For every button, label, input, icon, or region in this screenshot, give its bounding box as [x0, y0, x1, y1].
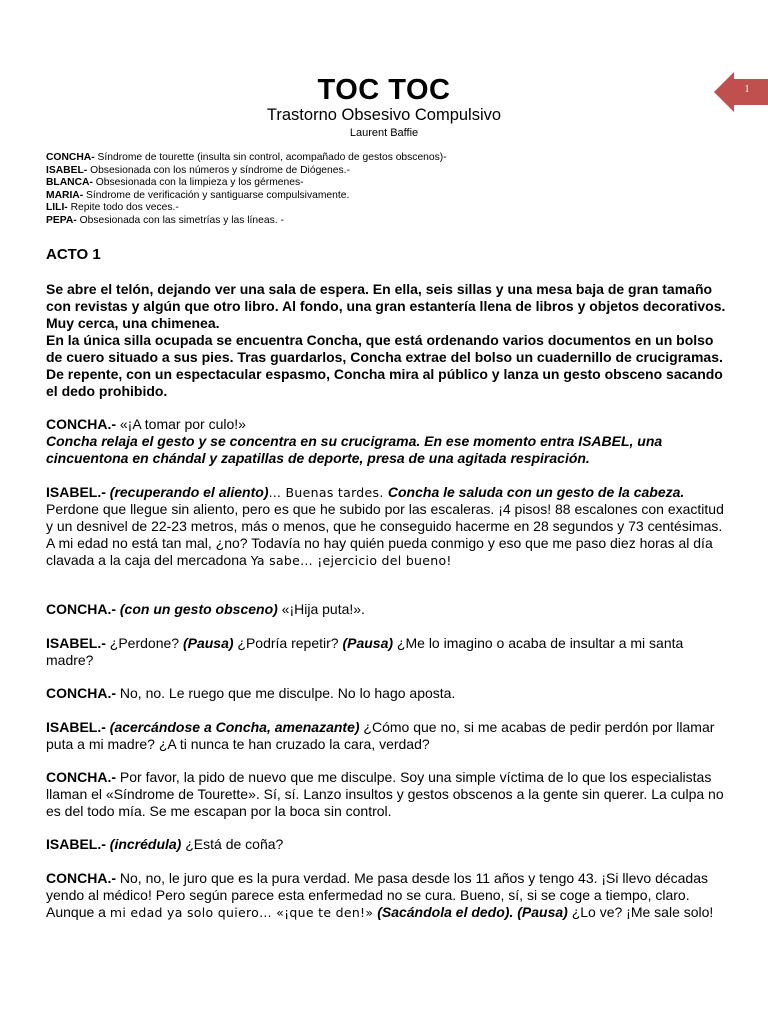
- line-text: Por favor, la pido de nuevo que me disculpe. Soy una simple víctima de lo que los especialistas llaman el «Síndrome de Tourette». Sí, sí. Lanzo insultos y gestos obscenos a la gente sin querer. La culpa no es del todo mía. Se me escapan por la boca sin control.: [46, 769, 724, 819]
- cast-name: PEPA-: [46, 214, 77, 226]
- line-text: ¿Está de coña?: [181, 836, 284, 852]
- cast-item: [46, 190, 726, 203]
- line-text: ¿Me lo imagino o acaba de insultar a mi santa madre?: [46, 635, 684, 668]
- line-text: ¿Podría repetir?: [233, 635, 343, 651]
- dialogue-line: [46, 685, 726, 702]
- cast-item: [46, 165, 726, 178]
- document-title: TOC TOC: [317, 74, 451, 106]
- stage-direction: (incrédula): [109, 836, 182, 852]
- speaker-name: ISABEL.-: [46, 719, 106, 735]
- dialogue-line: [46, 601, 726, 618]
- cast-description: Síndrome de verificación y santiguarse compulsivamente.: [83, 189, 350, 201]
- dialogue-line: [46, 484, 726, 569]
- cast-list: [46, 152, 726, 228]
- line-text: ¿Perdone?: [105, 635, 183, 651]
- stage-direction: Concha le saluda con un gesto de la cabeza.: [387, 484, 685, 500]
- page-number: 1: [744, 84, 750, 95]
- cast-description: Repite todo dos veces.-: [67, 202, 179, 214]
- line-text: .: [509, 904, 518, 920]
- line-text: … Buenas tardes.: [268, 485, 388, 500]
- line-text: Perdone que llegue sin aliento, pero es que he subido por las escaleras. ¡4 pisos! 88 escalones con exactitud y un desnivel de 22-23 metros, más o menos, que he conseguido hacerme en 28 segundos y 73 centésimas. A mi edad no está tan mal, ¿no? Todavía no hay quién pueda conmigo y eso que me paso diez horas al día clavada a la caja del mercadona: [46, 501, 724, 568]
- cast-description: Síndrome de tourette (insulta sin control, acompañado de gestos obscenos)-: [94, 152, 447, 163]
- cast-item: [46, 177, 726, 190]
- dialogue-line: [46, 836, 726, 853]
- dialogue-line: [46, 769, 726, 820]
- stage-direction: (con un gesto obsceno): [119, 601, 278, 617]
- stage-direction: (Pausa): [342, 635, 394, 651]
- cast-item: [46, 215, 726, 228]
- line-text: «¡A tomar por culo!»: [116, 416, 246, 432]
- cast-item: [46, 152, 726, 165]
- stage-direction: [46, 281, 726, 400]
- document-subtitle: Trastorno Obsesivo Compulsivo: [266, 106, 502, 124]
- cast-item: [46, 202, 726, 215]
- stage-paragraph: En la única silla ocupada se encuentra Concha, que está ordenando varios documentos en un bolso de cuero situado a sus pies. Tras guardarlos, Concha extrae del bolso un cuadernillo de crucigramas. De repente, con un espectacular espasmo, Concha mira al público y lanza un gesto obsceno sacando el dedo prohibido.: [46, 332, 723, 399]
- line-text: ¿Lo ve? ¡Me sale solo!: [567, 904, 714, 920]
- line-text: No, no. Le ruego que me disculpe. No lo hago aposta.: [116, 685, 456, 701]
- speaker-name: CONCHA.-: [46, 601, 116, 617]
- document-author: Laurent Baffie: [349, 127, 419, 139]
- cast-description: Obsesionada con los números y síndrome de Diógenes.-: [87, 164, 350, 176]
- dialogue-line: [46, 870, 726, 921]
- dialogue-line: [46, 635, 726, 669]
- act-heading: ACTO 1: [46, 246, 101, 263]
- cast-description: Obsesionada con las simetrías y las líneas. -: [76, 214, 284, 226]
- stage-direction: (Pausa): [182, 635, 234, 651]
- speaker-name: CONCHA.-: [46, 769, 116, 785]
- speaker-name: CONCHA.-: [46, 416, 116, 432]
- line-text: No, no, le juro que es la pura verdad. Me pasa desde los 11 años y tengo 43. ¡Si llevo décadas yendo al médico! Pero según parece esta enfermedad no se cura. Bueno, sí, si se coge a tiempo, claro. Aunque a: [46, 870, 708, 920]
- dialogue-line: [46, 416, 726, 467]
- stage-paragraph: Se abre el telón, dejando ver una sala de espera. En ella, seis sillas y una mesa baja de gran tamaño con revistas y algún que otro libro. Al fondo, una gran estantería llena de libros y objetos decorativos. Muy cerca, una chimenea.: [46, 281, 726, 331]
- stage-direction: (Sacándola el dedo): [373, 904, 510, 920]
- cast-name: CONCHA-: [46, 152, 95, 163]
- cast-description: Obsesionada con la limpieza y los gérmenes-: [92, 177, 304, 189]
- line-text: ¿Cómo que no, si me acabas de pedir perdón por llamar puta a mi madre? ¿A ti nunca te han cruzado la cara, verdad?: [46, 719, 715, 752]
- stage-direction: (acercándose a Concha, amenazante): [109, 719, 360, 735]
- speaker-name: CONCHA.-: [46, 870, 116, 886]
- speaker-name: CONCHA.-: [46, 685, 116, 701]
- cast-name: BLANCA-: [46, 177, 93, 189]
- line-text: «¡Hija puta!».: [277, 601, 365, 617]
- line-text: mi edad ya solo quiero… «¡que te den!»: [109, 905, 374, 920]
- stage-direction: Concha relaja el gesto y se concentra en su crucigrama. En ese momento entra ISABEL, una cincuentona en chándal y zapatillas de deporte, presa de una agitada respiración.: [46, 433, 663, 466]
- stage-direction: (recuperando el aliento): [109, 484, 269, 500]
- cast-name: MARIA-: [46, 189, 84, 201]
- cast-name: ISABEL-: [46, 164, 88, 176]
- line-text: Ya sabe… ¡ejercicio del bueno!: [250, 553, 452, 568]
- speaker-name: ISABEL.-: [46, 484, 106, 500]
- speaker-name: ISABEL.-: [46, 836, 106, 852]
- speaker-name: ISABEL.-: [46, 635, 106, 651]
- cast-name: LILI-: [46, 202, 68, 214]
- dialogue-line: [46, 719, 726, 753]
- stage-direction: (Pausa): [517, 904, 568, 920]
